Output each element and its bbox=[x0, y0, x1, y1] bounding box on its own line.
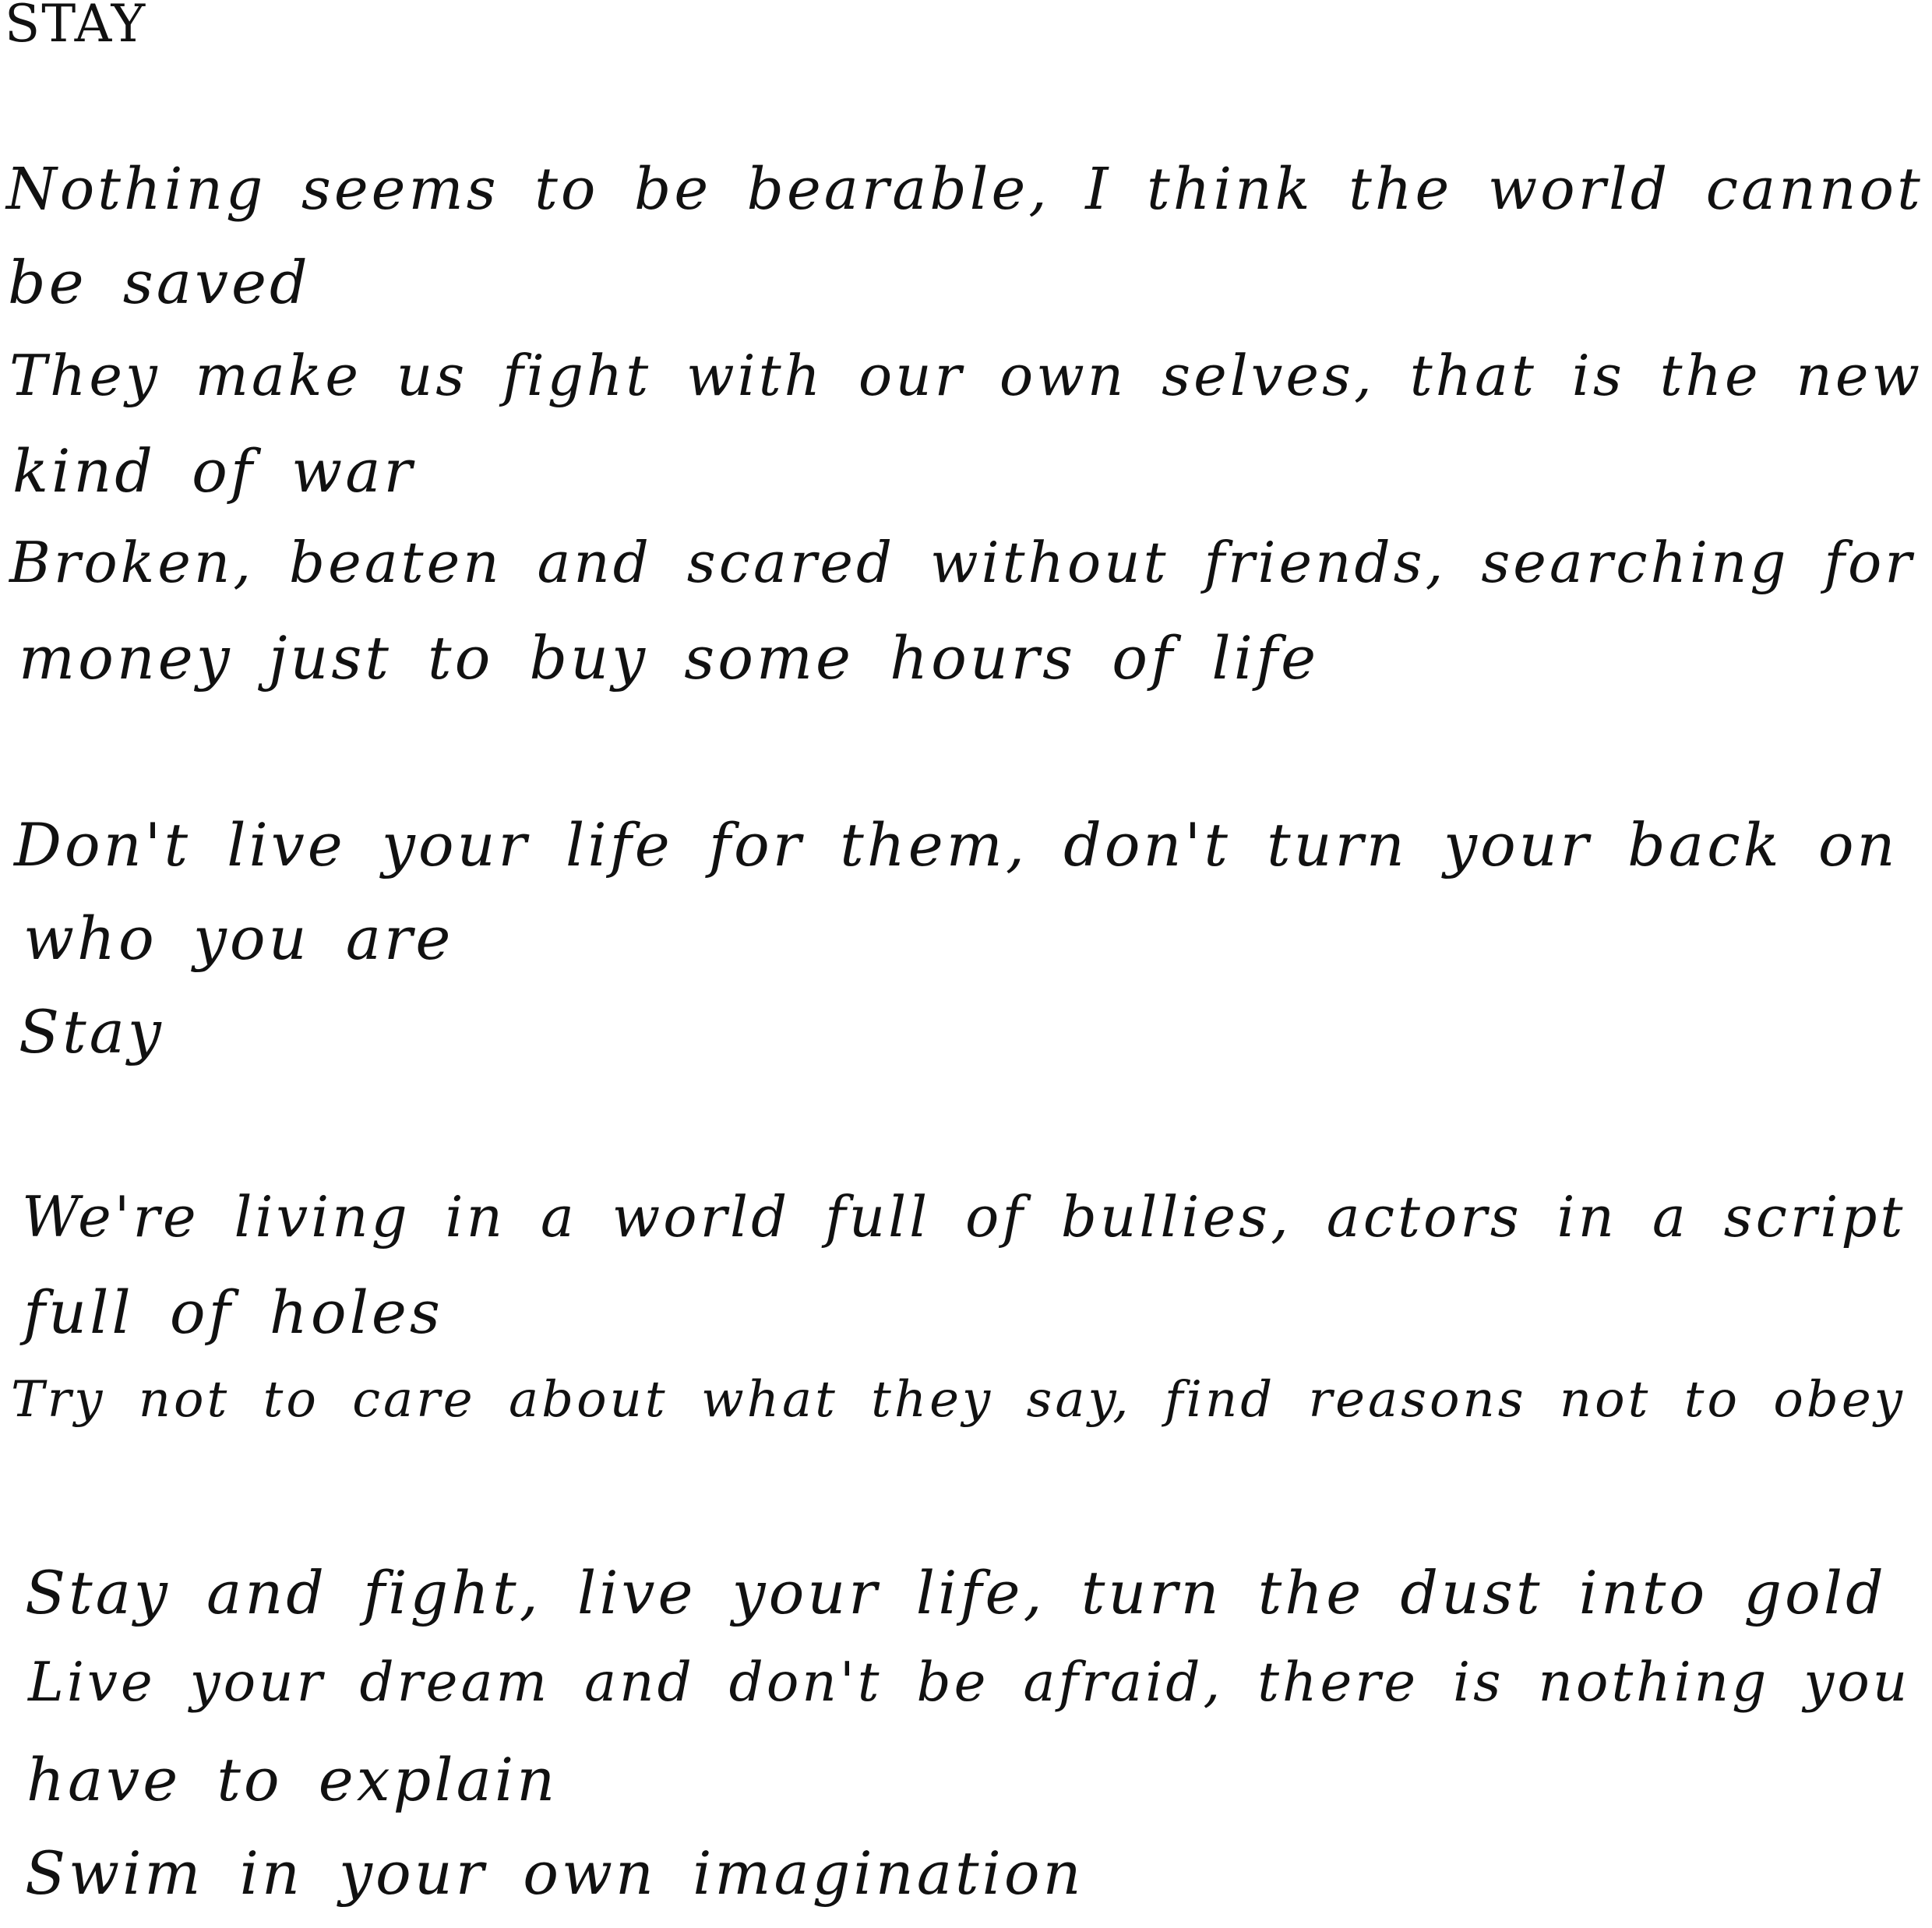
lyric-line-1-3: They make us fight with our own selves, that is the new bbox=[9, 343, 1923, 408]
lyric-line-1-6: money just to buy some hours of life bbox=[19, 623, 1320, 693]
lyric-line-1-5: Broken, beaten and scared without friends, searching for bbox=[9, 530, 1915, 595]
lyric-line-4-3: have to explain bbox=[26, 1745, 559, 1814]
lyric-line-4-2: Live your dream and don't be afraid, there is nothing you bbox=[28, 1651, 1911, 1714]
lyric-line-4-1: Stay and fight, live your life, turn the dust into gold bbox=[25, 1558, 1887, 1627]
lyric-line-2-3: Stay bbox=[19, 997, 164, 1066]
lyric-line-1-1: Nothing seems to be bearable, I think the world cannot bbox=[6, 156, 1923, 223]
lyric-line-1-4: kind of war bbox=[12, 436, 415, 506]
lyric-line-3-1: We're living in a world full of bullies, actors in a script bbox=[22, 1184, 1906, 1249]
lyric-line-3-2: full of holes bbox=[23, 1278, 443, 1347]
lyric-line-2-1: Don't live your life for them, don't turn your back on bbox=[14, 810, 1899, 879]
song-title: STAY bbox=[5, 0, 147, 54]
lyric-line-3-3: Try not to care about what they say, find reasons not to obey bbox=[11, 1371, 1906, 1429]
lyric-line-1-2: be saved bbox=[8, 248, 311, 317]
lyric-line-4-4: Swim in your own imagination bbox=[25, 1838, 1084, 1908]
lyric-line-2-2: who you are bbox=[23, 904, 454, 973]
